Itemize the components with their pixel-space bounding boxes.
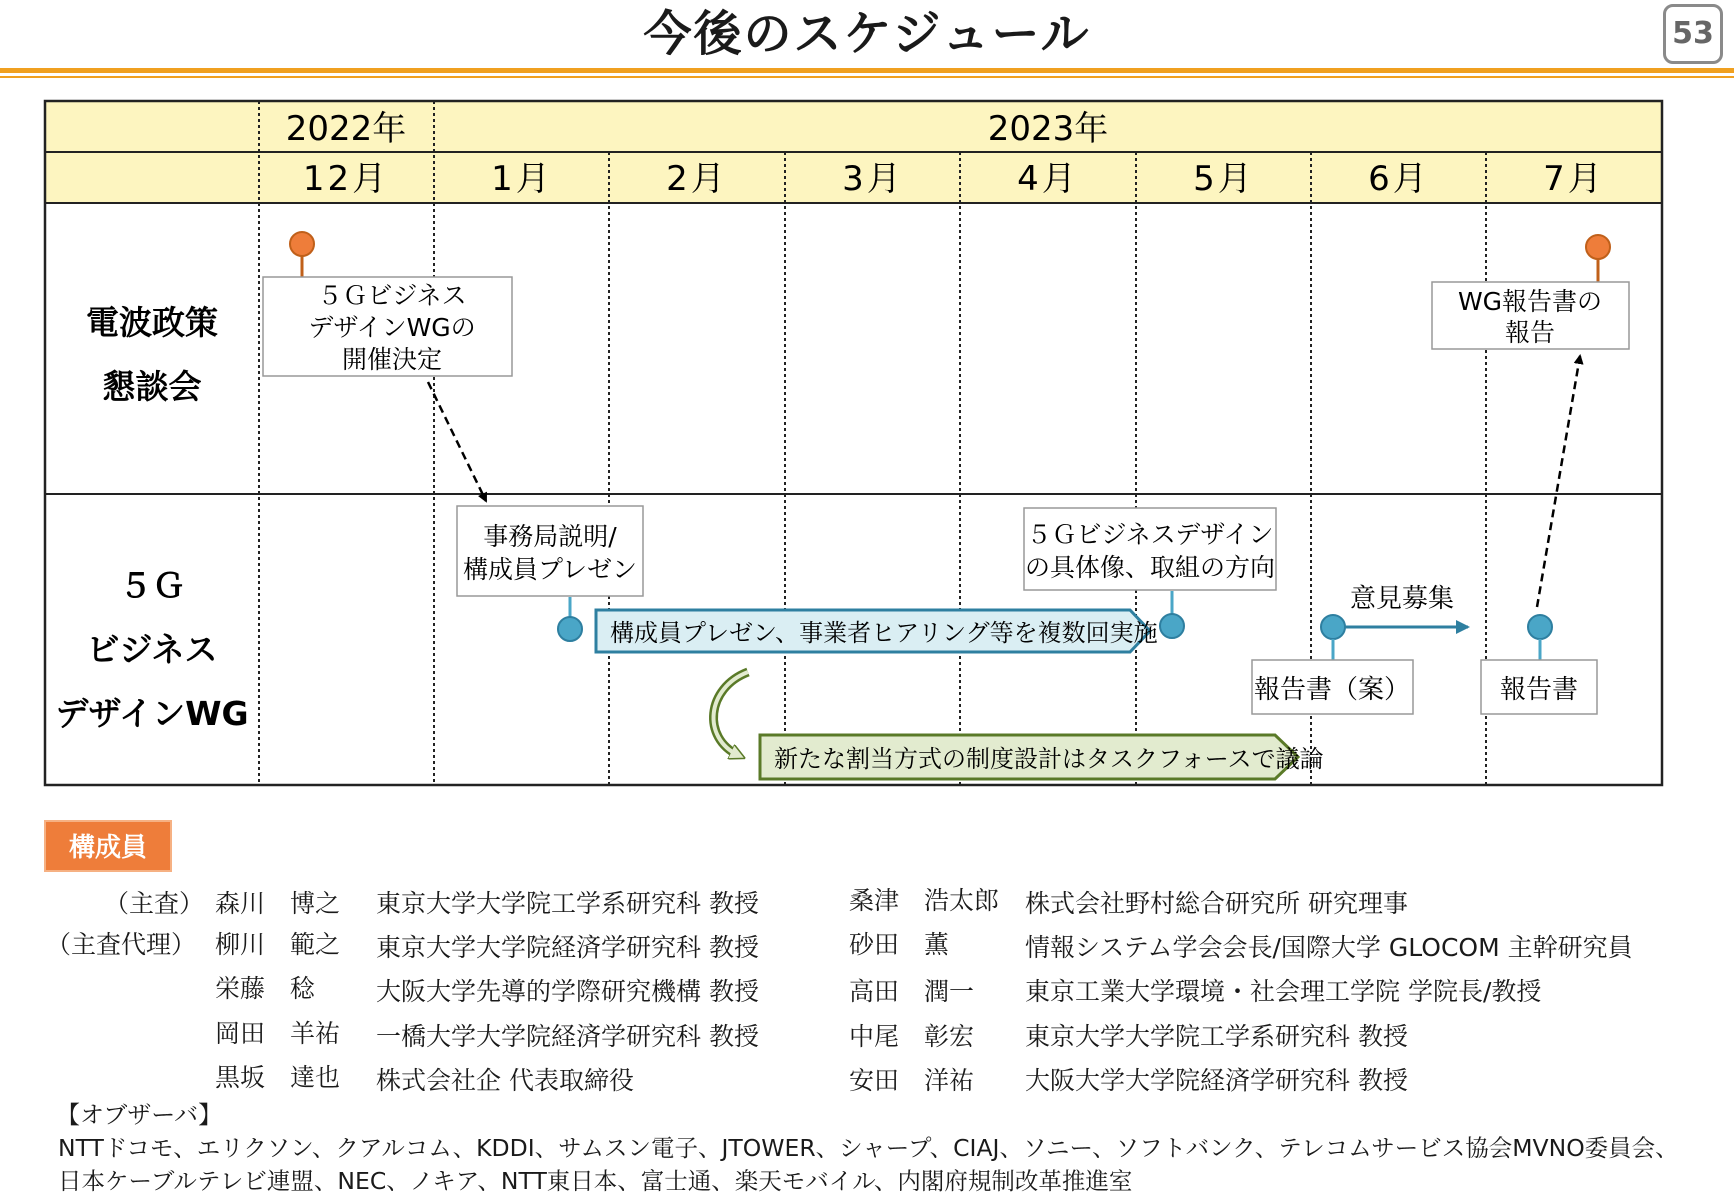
month-label: 5月 [1193, 159, 1255, 199]
member-name: 柳川 範之 [215, 930, 341, 959]
milestone-pin-final-report [1528, 615, 1552, 660]
milestone-pin-wg-report [1586, 235, 1610, 282]
milestone-pin-first-meeting [558, 597, 582, 641]
member-role: （主査） [104, 889, 205, 918]
member-name: 黒坂 達也 [215, 1063, 341, 1092]
member-affiliation: 情報システム学会会長/国際大学 GLOCOM 主幹研究員 [1025, 933, 1633, 962]
member-affiliation: 東京大学大学院経済学研究科 教授 [376, 933, 759, 962]
month-label: 12月 [302, 159, 390, 199]
public-comment-label: 意見募集 [1349, 584, 1455, 614]
month-label: 4月 [1017, 159, 1079, 199]
member-affiliation: 東京大学大学院工学系研究科 教授 [1025, 1022, 1408, 1051]
box-line: 報告 [1504, 318, 1556, 347]
dashed-arrow-to-wg [428, 382, 486, 501]
member-affiliation: 大阪大学先導的学際研究機構 教授 [376, 977, 759, 1006]
member-affiliation: 株式会社野村総合研究所 研究理事 [1025, 889, 1408, 918]
member-name: 桑津 浩太郎 [849, 886, 1000, 915]
box-line: デザインWGの [308, 313, 476, 342]
row-label-line: ビジネス [86, 630, 218, 669]
page-title: 今後のスケジュール [643, 6, 1091, 62]
member-name: 岡田 羊祐 [215, 1019, 341, 1048]
members-badge: 構成員 [44, 820, 172, 872]
box-line: 開催決定 [341, 345, 443, 374]
member-name: 高田 潤一 [849, 977, 975, 1006]
member-affiliation: 東京大学大学院工学系研究科 教授 [376, 889, 759, 918]
box-line: WG報告書の [1457, 287, 1603, 316]
member-affiliation: 株式会社企 代表取締役 [376, 1066, 634, 1095]
row-label-line: 電波政策 [86, 303, 218, 342]
month-label: 2月 [666, 159, 728, 199]
milestone-pin-draft-report [1321, 615, 1345, 660]
milestone-pin-wg-decision [290, 232, 314, 277]
page-number: 53 [1663, 4, 1723, 64]
box-line: の具体像、取組の方向 [1024, 553, 1276, 582]
member-name: 砂田 薫 [849, 930, 950, 959]
year-label-2023: 2023年 [987, 109, 1109, 149]
month-label: 7月 [1543, 159, 1605, 199]
member-name: 中尾 彰宏 [849, 1022, 975, 1051]
member-name: 栄藤 稔 [215, 974, 316, 1003]
milestone-pin-vision [1160, 591, 1184, 638]
box-line: ５Ｇビジネス [317, 281, 467, 310]
presentations-arrow-label: 構成員プレゼン、事業者ヒアリング等を複数回実施 [610, 619, 1158, 647]
month-label: 6月 [1368, 159, 1430, 199]
member-affiliation: 一橋大学大学院経済学研究科 教授 [376, 1022, 759, 1051]
row-label-line: ５Ｇ [119, 566, 185, 605]
taskforce-arrow-label: 新たな割当方式の制度設計はタスクフォースで議論 [774, 745, 1324, 773]
dashed-arrow-to-council [1537, 356, 1580, 607]
draft-report-label: 報告書（案） [1253, 675, 1411, 705]
final-report-label: 報告書 [1499, 675, 1579, 705]
month-label: 3月 [842, 159, 904, 199]
member-affiliation: 東京工業大学環境・社会理工学院 学院長/教授 [1025, 977, 1542, 1006]
member-name: 森川 博之 [215, 889, 341, 918]
observers-heading: 【オブザーバ】 [56, 1101, 223, 1129]
member-name: 安田 洋祐 [849, 1066, 975, 1095]
year-label-2022: 2022年 [285, 109, 407, 149]
observers-line: 日本ケーブルテレビ連盟、NEC、ノキア、NTT東日本、富士通、楽天モバイル、内閣府規制改革推進室 [58, 1167, 1133, 1195]
row-label-line: 懇談会 [102, 367, 202, 406]
month-label: 1月 [491, 159, 553, 199]
observers-line: NTTドコモ、エリクソン、クアルコム、KDDI、サムスン電子、JTOWER、シャープ、CIAJ、ソニー、ソフトバンク、テレコムサービス協会MVNO委員会、 [58, 1134, 1679, 1162]
box-line: 事務局説明/ [483, 522, 617, 551]
member-affiliation: 大阪大学大学院経済学研究科 教授 [1025, 1066, 1408, 1095]
box-line: ５Ｇビジネスデザイン [1026, 520, 1274, 549]
box-line: 構成員プレゼン [462, 555, 638, 584]
member-role: （主査代理） [46, 930, 197, 959]
row-label-line: デザインWG [55, 694, 249, 733]
